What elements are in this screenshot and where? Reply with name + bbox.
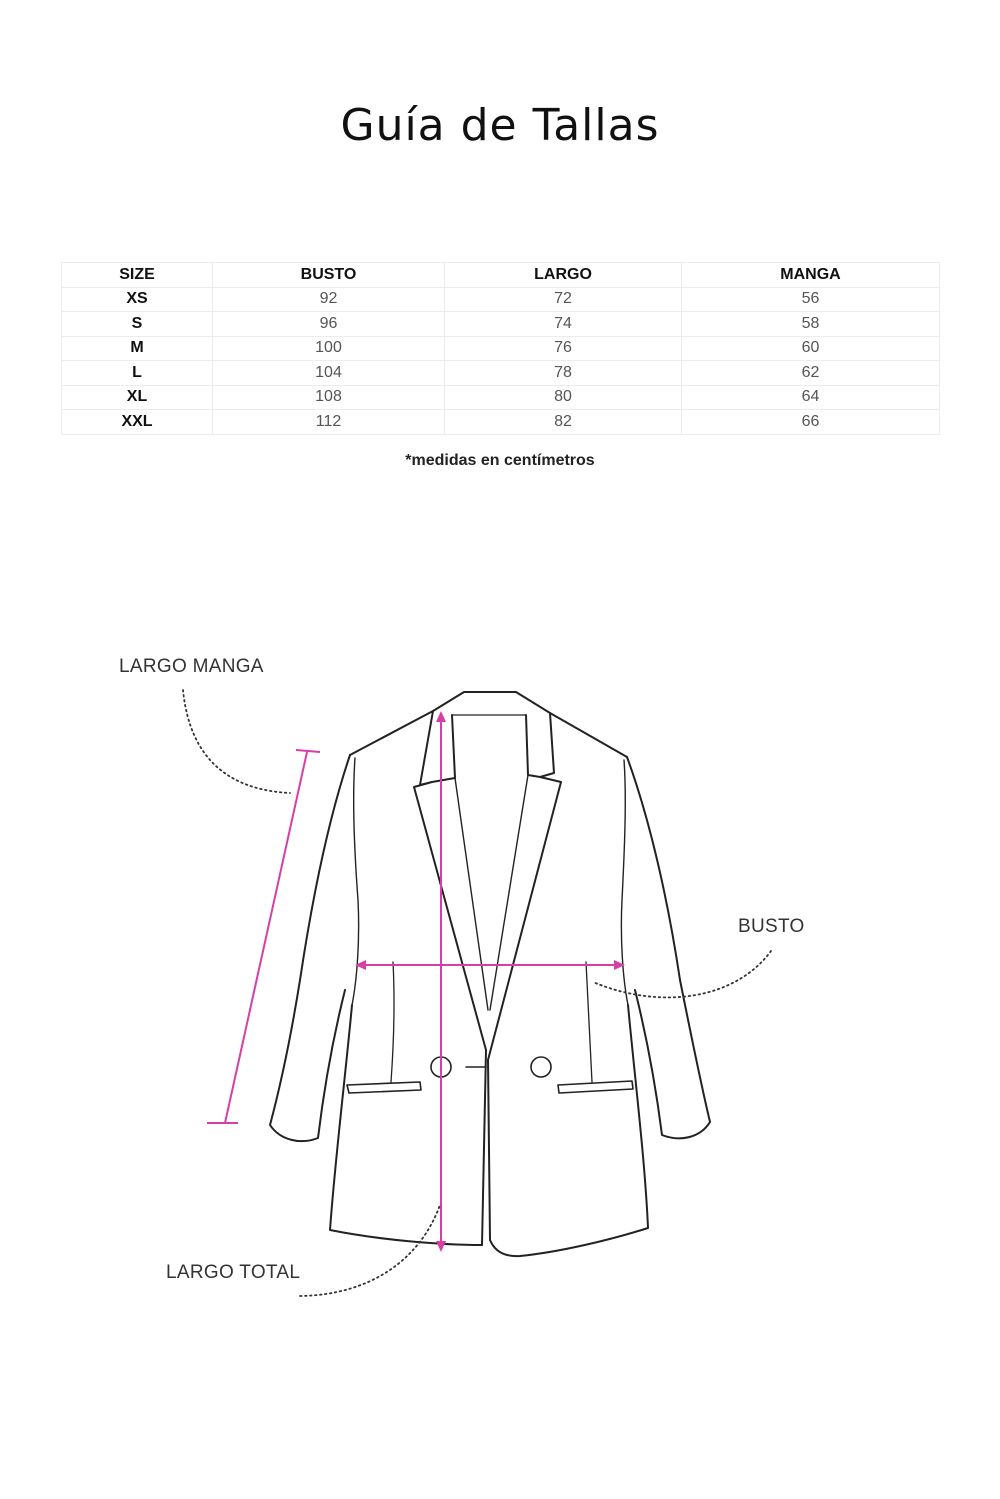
- right-button: [531, 1057, 551, 1077]
- busto-cell: 100: [213, 336, 445, 361]
- manga-cell: 62: [682, 361, 940, 386]
- sleeve-length-cap-top: [296, 750, 320, 752]
- left-lapel-outer: [414, 711, 486, 1050]
- blazer-outline: [270, 692, 710, 1256]
- table-row: [62, 312, 940, 337]
- blazer-measurement-diagram: [0, 600, 1000, 1360]
- column-header-manga: MANGA: [682, 263, 940, 288]
- column-header-size: SIZE: [62, 263, 213, 288]
- right-lapel-outer: [488, 713, 561, 1060]
- right-lapel-roll: [490, 775, 528, 1010]
- left-armhole: [352, 758, 359, 1005]
- size-cell: XL: [62, 385, 213, 410]
- label-largo-manga: LARGO MANGA: [119, 656, 264, 677]
- left-sleeve: [270, 755, 350, 1141]
- largo-cell: 76: [445, 336, 682, 361]
- largo-cell: 72: [445, 287, 682, 312]
- total-length-arrow-top: [436, 711, 446, 722]
- units-note: *medidas en centímetros: [405, 452, 595, 469]
- left-body-side: [330, 1005, 482, 1245]
- column-header-largo: LARGO: [445, 263, 682, 288]
- busto-cell: 108: [213, 385, 445, 410]
- right-sleeve: [627, 757, 710, 1138]
- largo-cell: 82: [445, 410, 682, 435]
- manga-cell: 60: [682, 336, 940, 361]
- right-pocket: [558, 1081, 633, 1093]
- right-body-side: [490, 1005, 648, 1256]
- size-cell: L: [62, 361, 213, 386]
- busto-cell: 96: [213, 312, 445, 337]
- table-row: [62, 410, 940, 435]
- busto-cell: 112: [213, 410, 445, 435]
- table-row: [62, 336, 940, 361]
- table-header-row: [62, 263, 940, 288]
- blazer-drawing: [0, 600, 1000, 1360]
- label-busto: BUSTO: [738, 916, 805, 937]
- right-lapel-notch: [526, 715, 540, 777]
- left-lapel-notch: [432, 715, 455, 782]
- manga-cell: 56: [682, 287, 940, 312]
- right-shoulder: [550, 713, 627, 757]
- manga-cell: 66: [682, 410, 940, 435]
- page-title: Guía de Tallas: [340, 100, 660, 151]
- sleeve-length-line: [225, 752, 307, 1123]
- size-cell: XXL: [62, 410, 213, 435]
- busto-cell: 92: [213, 287, 445, 312]
- left-pocket: [347, 1082, 421, 1093]
- column-header-busto: BUSTO: [213, 263, 445, 288]
- right-dart: [586, 962, 592, 1082]
- right-front-edge: [488, 1060, 490, 1240]
- largo-cell: 74: [445, 312, 682, 337]
- table-row: [62, 385, 940, 410]
- left-lapel-roll: [455, 778, 488, 1010]
- label-largo-total: LARGO TOTAL: [166, 1262, 301, 1283]
- largo-cell: 80: [445, 385, 682, 410]
- size-cell: M: [62, 336, 213, 361]
- left-dart: [391, 962, 394, 1082]
- busto-cell: 104: [213, 361, 445, 386]
- total-length-arrow-bottom: [436, 1241, 446, 1252]
- size-chart-table: [61, 262, 940, 435]
- collar-top: [433, 692, 550, 713]
- table-row: [62, 287, 940, 312]
- largo-manga-pointer: [183, 690, 290, 793]
- table-row: [62, 361, 940, 386]
- largo-total-pointer: [300, 1205, 440, 1296]
- size-cell: S: [62, 312, 213, 337]
- largo-cell: 78: [445, 361, 682, 386]
- left-front-edge: [482, 1050, 486, 1245]
- left-shoulder: [350, 711, 433, 755]
- size-cell: XS: [62, 287, 213, 312]
- manga-cell: 58: [682, 312, 940, 337]
- right-armhole: [621, 760, 628, 1005]
- manga-cell: 64: [682, 385, 940, 410]
